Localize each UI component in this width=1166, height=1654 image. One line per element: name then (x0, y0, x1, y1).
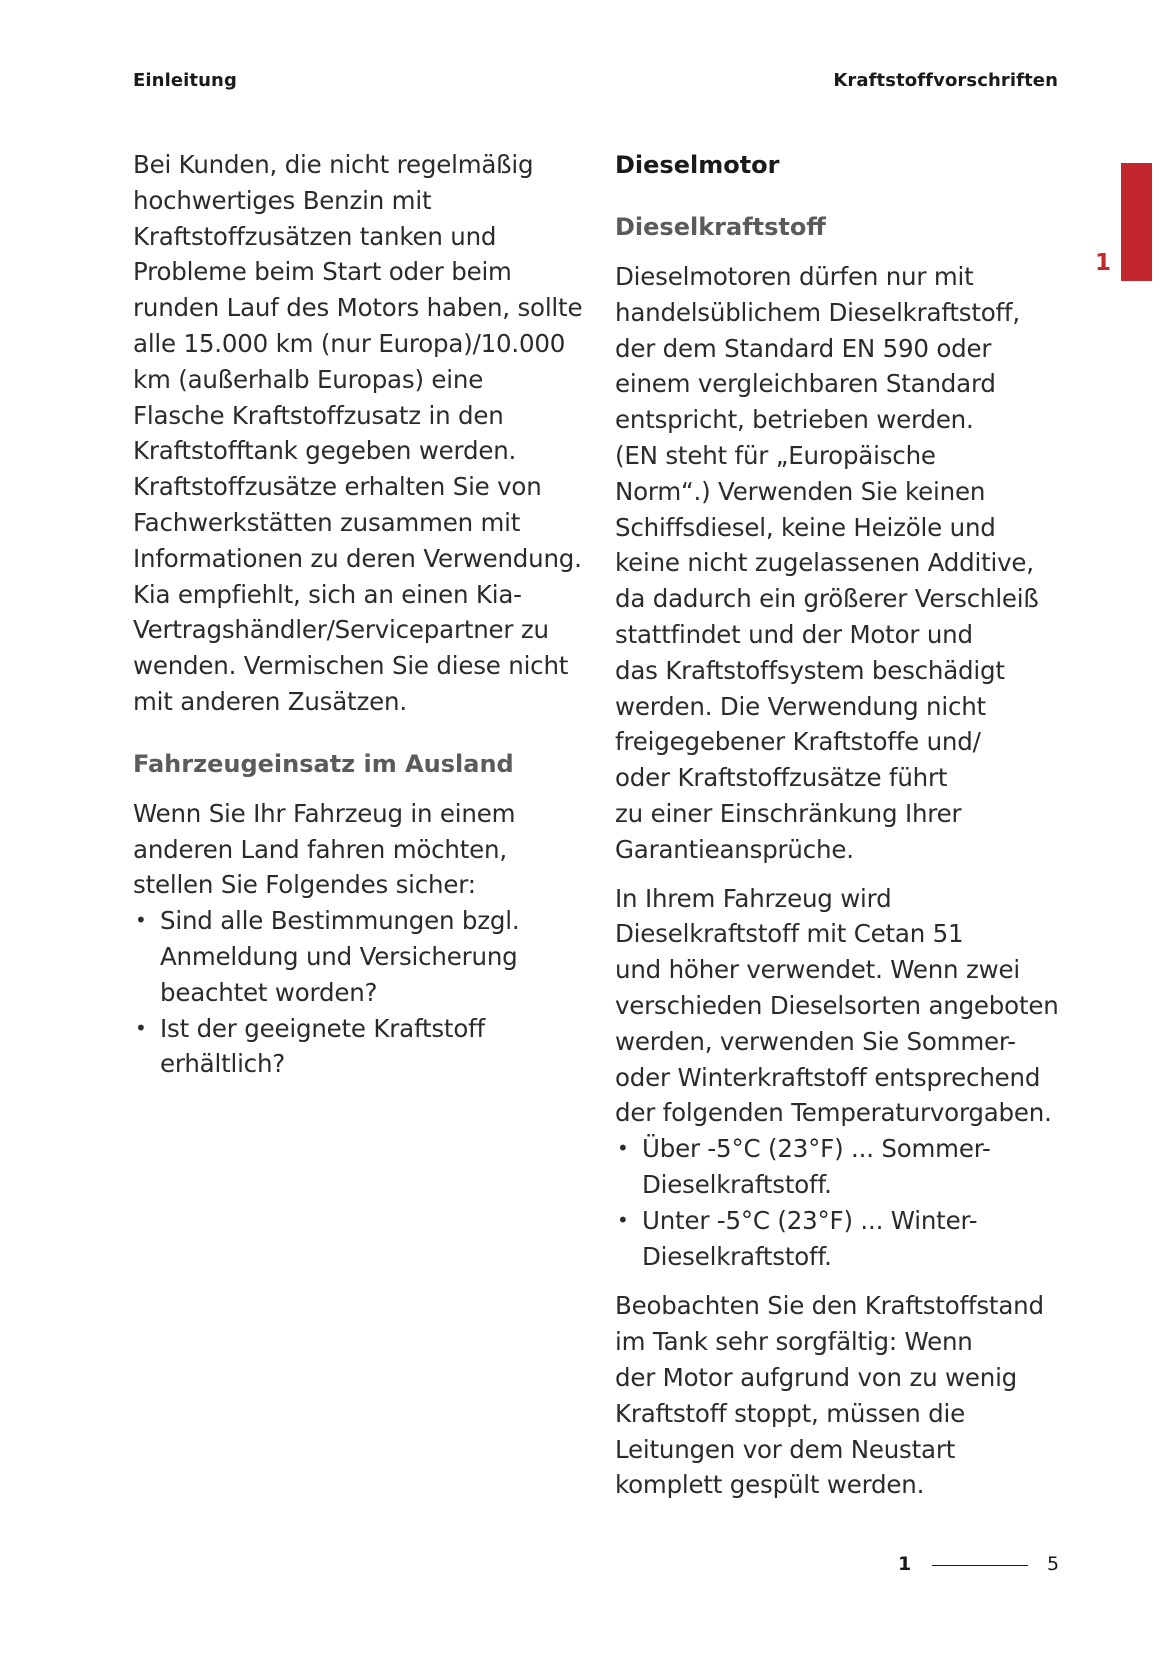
chapter-tab-number: 1 (1095, 250, 1112, 276)
text-line: Probleme beim Start oder beim (133, 257, 512, 287)
text-line: runden Lauf des Motors haben, sollte (133, 293, 583, 323)
text-line: wenden. Vermischen Sie diese nicht (133, 651, 569, 681)
diesel-fuel-paragraph (615, 259, 1061, 868)
text-line: Unter -5°C (23°F) ... Winter- (642, 1205, 978, 1235)
text-line: erhältlich? (160, 1049, 286, 1079)
text-line: Garantieansprüche. (615, 834, 854, 864)
text-line: hochwertiges Benzin mit (133, 185, 432, 215)
text-line: Kraftstoff stoppt, müssen die (615, 1398, 965, 1428)
text-line: Anmeldung und Versicherung (160, 941, 518, 971)
text-line: Ist der geeignete Kraftstoff (160, 1013, 485, 1043)
text-line: Dieselkraftstoff. (642, 1169, 832, 1199)
text-line: der Motor aufgrund von zu wenig (615, 1362, 1018, 1392)
text-line: komplett gespült werden. (615, 1470, 925, 1500)
text-line: Schiffsdiesel, keine Heizöle und (615, 512, 996, 542)
footer-divider (932, 1565, 1028, 1566)
list-item (615, 1203, 1061, 1275)
text-line: Sind alle Bestimmungen bzgl. (160, 906, 520, 936)
text-line: das Kraftstoffsystem beschädigt (615, 655, 1005, 685)
text-line: oder Kraftstoffzusätze führt (615, 763, 948, 793)
text-line: Fachwerkstätten zusammen mit (133, 507, 521, 537)
text-line: zu einer Einschränkung Ihrer (615, 798, 962, 828)
text-line: Kraftstoffzusätzen tanken und (133, 221, 497, 251)
section-heading-abroad: Fahrzeugeinsatz im Ausland (133, 749, 514, 778)
list-item (615, 1131, 1061, 1203)
text-line: mit anderen Zusätzen. (133, 686, 407, 716)
bullet-icon: • (135, 908, 147, 933)
cetane-paragraph (615, 881, 1061, 1132)
bullet-icon: • (617, 1136, 629, 1161)
text-line: Leitungen vor dem Neustart (615, 1434, 956, 1464)
text-line: keine nicht zugelassenen Additive, (615, 548, 1034, 578)
left-column (133, 147, 591, 1082)
bullet-icon: • (617, 1207, 629, 1232)
text-line: freigegebener Kraftstoffe und/ (615, 727, 981, 757)
text-line: Informationen zu deren Verwendung. (133, 543, 582, 573)
text-line: stellen Sie Folgendes sicher: (133, 870, 476, 900)
text-line: (EN steht für „Europäische (615, 440, 936, 470)
text-line: handelsüblichem Dieselkraftstoff, (615, 297, 1020, 327)
text-line: Kraftstofftank gegeben werden. (133, 436, 517, 466)
text-line: Kia empfiehlt, sich an einen Kia- (133, 579, 522, 609)
text-line: alle 15.000 km (nur Europa)/10.000 (133, 328, 566, 358)
text-line: Beobachten Sie den Kraftstoffstand (615, 1291, 1044, 1321)
text-line: da dadurch ein größerer Verschleiß (615, 584, 1039, 614)
text-line: einem vergleichbaren Standard (615, 369, 996, 399)
fuel-additive-paragraph (133, 147, 591, 720)
bullet-icon: • (135, 1015, 147, 1040)
text-line: Bei Kunden, die nicht regelmäßig (133, 150, 534, 179)
text-line: Kraftstoffzusätze erhalten Sie von (133, 472, 542, 502)
text-line: und höher verwendet. Wenn zwei (615, 955, 1020, 985)
text-line: im Tank sehr sorgfältig: Wenn (615, 1327, 973, 1357)
text-line: km (außerhalb Europas) eine (133, 364, 484, 394)
list-item (133, 1011, 591, 1083)
text-line: stattfindet und der Motor und (615, 619, 973, 649)
chapter-tab-marker (1121, 163, 1152, 281)
text-line: Flasche Kraftstoffzusatz in den (133, 400, 504, 430)
text-line: anderen Land fahren möchten, (133, 834, 507, 864)
text-line: beachtet worden? (160, 977, 378, 1007)
text-line: Dieselkraftstoff mit Cetan 51 (615, 919, 964, 949)
text-line: Dieselkraftstoff. (642, 1241, 832, 1271)
subsection-heading-diesel-fuel: Dieselkraftstoff (615, 213, 826, 241)
text-line: oder Winterkraftstoff entsprechend (615, 1062, 1041, 1092)
footer-page-number: 5 (1047, 1553, 1060, 1575)
footer-chapter-number: 1 (898, 1553, 912, 1575)
section-heading-diesel-engine: Dieselmotor (615, 151, 780, 179)
abroad-intro-paragraph (133, 796, 591, 903)
text-line: Vertragshändler/Servicepartner zu (133, 615, 549, 645)
text-line: der folgenden Temperaturvorgaben. (615, 1098, 1052, 1128)
text-line: werden, verwenden Sie Sommer- (615, 1026, 1016, 1056)
text-line: der dem Standard EN 590 oder (615, 333, 992, 363)
text-line: entspricht, betrieben werden. (615, 405, 974, 435)
running-header-topic: Kraftstoffvorschriften (833, 70, 1058, 91)
text-line: werden. Die Verwendung nicht (615, 691, 986, 721)
text-line: Über -5°C (23°F) ... Sommer- (642, 1134, 991, 1164)
right-column (615, 147, 1061, 1503)
text-line: verschieden Dieselsorten angeboten (615, 990, 1059, 1020)
text-line: Dieselmotoren dürfen nur mit (615, 262, 974, 291)
fuel-level-paragraph (615, 1288, 1061, 1503)
list-item (133, 903, 591, 1010)
running-header-section: Einleitung (133, 70, 237, 91)
text-line: In Ihrem Fahrzeug wird (615, 883, 892, 913)
text-line: Wenn Sie Ihr Fahrzeug in einem (133, 798, 516, 828)
text-line: Norm“.) Verwenden Sie keinen (615, 476, 986, 506)
